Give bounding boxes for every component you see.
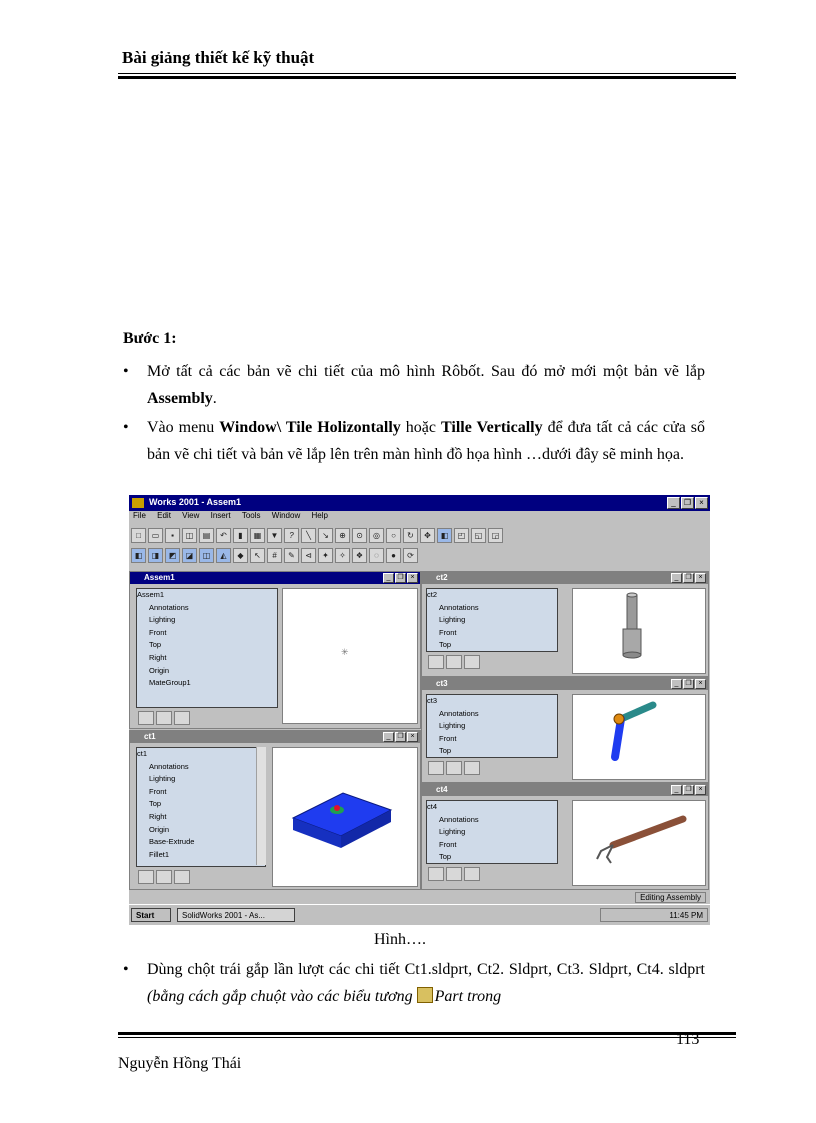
front-view-icon[interactable]: ◧	[131, 548, 146, 563]
property-tab-icon[interactable]	[446, 761, 462, 775]
tree-item[interactable]: Base-Extrude	[149, 837, 195, 847]
zoom-selection-icon[interactable]: ○	[386, 528, 401, 543]
graphics-area-ct1[interactable]	[272, 747, 418, 887]
insert-component-icon[interactable]: ✦	[318, 548, 333, 563]
bullet-1-text	[147, 358, 705, 412]
feature-tree-ct3	[426, 694, 558, 758]
wireframe-icon[interactable]: ◰	[454, 528, 469, 543]
window-title-ct4: ct4	[436, 785, 448, 794]
hide-component-icon[interactable]: ◌	[369, 548, 384, 563]
tree-item[interactable]: Right	[149, 811, 167, 821]
window-title-ct3: ct3	[436, 679, 448, 688]
bottom-view-icon[interactable]: ◭	[216, 548, 231, 563]
graphics-area-ct2[interactable]	[572, 588, 706, 674]
bullet-3-part-2: (bằng cách gắp chuột vào các biểu tương	[147, 988, 417, 1005]
help-icon[interactable]: ?	[284, 528, 299, 543]
bullet-dot: •	[123, 363, 129, 380]
tree-item[interactable]: MateGroup1	[149, 678, 191, 688]
options-icon[interactable]: ▦	[250, 528, 265, 543]
status-text: Editing Assembly	[635, 892, 706, 903]
window-ct2[interactable]	[421, 571, 709, 677]
minimize-icon[interactable]: _	[383, 573, 394, 583]
feature-tree-assem1	[136, 588, 278, 708]
restore-icon[interactable]: ❐	[683, 785, 694, 795]
bullet-2-part-4: Tille Vertically	[441, 419, 543, 436]
minimize-icon[interactable]: _	[671, 573, 682, 583]
bullet-1-part-1: Mở tất cả các bản vẽ chi tiết của mô hình Rôbốt. Sau đó mở mới một bản vẽ lắp	[147, 363, 705, 380]
restore-icon[interactable]: ❐	[395, 732, 406, 742]
bullet-1-part-3: .	[212, 390, 217, 407]
zoom-fit-icon[interactable]: ⊕	[335, 528, 350, 543]
move-component-icon[interactable]: ✧	[335, 548, 350, 563]
menu-view[interactable]: View	[182, 511, 200, 520]
bullet-3	[123, 956, 705, 1010]
tree-item[interactable]: Annotations	[439, 814, 479, 824]
left-view-icon[interactable]: ◩	[165, 548, 180, 563]
minimize-icon[interactable]: _	[671, 785, 682, 795]
new-icon[interactable]: □	[131, 528, 146, 543]
feature-tree-ct4	[426, 800, 558, 864]
taskbar-item-solidworks[interactable]: SolidWorks 2001 - As...	[177, 908, 295, 922]
normal-to-icon[interactable]: ◆	[233, 548, 248, 563]
feature-tab-icon[interactable]	[428, 655, 444, 669]
tree-item[interactable]: Annotations	[149, 602, 189, 612]
window-ct4[interactable]	[421, 783, 709, 890]
view-toolbar	[131, 546, 418, 564]
tree-item[interactable]: Front	[439, 733, 457, 743]
window-ct3[interactable]	[421, 677, 709, 783]
config-tab-icon[interactable]	[464, 655, 480, 669]
tree-item[interactable]: Annotations	[439, 708, 479, 718]
minimize-icon[interactable]: _	[383, 732, 394, 742]
restore-icon[interactable]: ❐	[683, 573, 694, 583]
graphics-area-assem1[interactable]	[282, 588, 418, 724]
window-title-ct2: ct2	[436, 573, 448, 582]
zoom-area-icon[interactable]: ⊙	[352, 528, 367, 543]
grid-icon[interactable]: #	[267, 548, 282, 563]
tree-item[interactable]: ct1	[137, 749, 148, 758]
interference-icon[interactable]: ⟳	[403, 548, 418, 563]
feature-tab-icon[interactable]	[138, 711, 154, 725]
taskbar	[129, 904, 710, 925]
undo-icon[interactable]: ↶	[216, 528, 231, 543]
rebuild-icon[interactable]: ▮	[233, 528, 248, 543]
app-title-bar	[129, 495, 710, 511]
page-header-title: Bài giảng thiết kế kỹ thuật	[122, 48, 315, 67]
feature-tree-ct1	[136, 747, 266, 867]
bullet-dot: •	[123, 419, 129, 436]
mate-icon[interactable]: ⊲	[301, 548, 316, 563]
config-tab-icon[interactable]	[464, 867, 480, 881]
menu-window[interactable]: Window	[271, 511, 301, 520]
tree-item[interactable]: Front	[149, 627, 167, 637]
config-tab-icon[interactable]	[174, 711, 190, 725]
app-icon	[132, 498, 144, 508]
tree-scrollbar[interactable]	[256, 747, 266, 865]
rotate-component-icon[interactable]: ❖	[352, 548, 367, 563]
tree-item[interactable]: Top	[439, 640, 452, 650]
close-icon[interactable]: ×	[695, 497, 708, 509]
tree-item[interactable]: Front	[439, 839, 457, 849]
tree-item[interactable]: Top	[439, 852, 452, 862]
zoom-inout-icon[interactable]: ◎	[369, 528, 384, 543]
edit-sketch-icon[interactable]: ✎	[284, 548, 299, 563]
tree-item[interactable]: Annotations	[439, 602, 479, 612]
graphics-area-ct3[interactable]	[572, 694, 706, 780]
shaded-icon[interactable]: ◲	[488, 528, 503, 543]
tree-item[interactable]: Lighting	[149, 774, 176, 784]
open-icon[interactable]: ▭	[148, 528, 163, 543]
bullet-2	[123, 414, 705, 468]
tree-item[interactable]: Lighting	[439, 827, 466, 837]
header-rule-thick	[118, 76, 736, 79]
status-bar	[129, 891, 710, 904]
bullet-3-part-3: Part trong	[434, 988, 502, 1005]
sketch-icon[interactable]: ╲	[301, 528, 316, 543]
restore-icon[interactable]: ❐	[681, 497, 694, 509]
property-tab-icon[interactable]	[446, 867, 462, 881]
tree-item[interactable]: ct4	[427, 802, 438, 811]
back-view-icon[interactable]: ◨	[148, 548, 163, 563]
property-tab-icon[interactable]	[446, 655, 462, 669]
save-icon[interactable]: ▪	[165, 528, 180, 543]
bullet-2-part-1: Vào menu	[147, 419, 220, 436]
restore-icon[interactable]: ❐	[683, 679, 694, 689]
window-ct1[interactable]	[129, 730, 421, 890]
property-tab-icon[interactable]	[156, 711, 172, 725]
footer-rule-thick	[118, 1032, 736, 1035]
show-component-icon[interactable]: ●	[386, 548, 401, 563]
tree-item[interactable]: Lighting	[439, 615, 466, 625]
footer-author: Nguyễn Hồng Thái	[118, 1055, 242, 1072]
feature-tree-ct2	[426, 588, 558, 652]
window-assem1[interactable]	[129, 571, 421, 729]
select-icon[interactable]: ↖	[250, 548, 265, 563]
start-button[interactable]: Start	[131, 908, 171, 922]
smart-dimension-icon[interactable]: ↘	[318, 528, 333, 543]
feature-tab-icon[interactable]	[138, 870, 154, 884]
right-view-icon[interactable]: ◪	[182, 548, 197, 563]
iso-view-icon[interactable]: ◧	[437, 528, 452, 543]
minimize-icon[interactable]: _	[671, 679, 682, 689]
close-icon[interactable]: ×	[695, 573, 706, 583]
tree-item[interactable]: Lighting	[149, 615, 176, 625]
tree-item[interactable]: Front	[149, 786, 167, 796]
restore-icon[interactable]: ❐	[395, 573, 406, 583]
tree-item[interactable]: Origin	[149, 824, 170, 834]
menu-bar	[129, 511, 710, 525]
print-icon[interactable]: ▤	[199, 528, 214, 543]
tree-item[interactable]: Lighting	[439, 721, 466, 731]
rotate-icon[interactable]: ↻	[403, 528, 418, 543]
tree-item[interactable]: ct3	[427, 696, 438, 705]
window-title-assem1: Assem1	[144, 573, 175, 582]
close-icon[interactable]: ×	[695, 679, 706, 689]
tree-item[interactable]: Annotations	[149, 761, 189, 771]
pin-model	[573, 589, 705, 673]
bullet-2-part-5: để đưa tất cả các cửa sổ bản vẽ chi tiết và bản vẽ lắp lên trên màn hình đồ họa hình …dưới đây sẽ minh họa.	[147, 419, 706, 463]
hidden-lines-icon[interactable]: ◱	[471, 528, 486, 543]
solidworks-screenshot	[129, 495, 710, 925]
feature-tab-icon[interactable]	[428, 761, 444, 775]
tree-item[interactable]: Top	[439, 746, 452, 756]
step-heading: Bước 1:	[123, 330, 177, 347]
property-tab-icon[interactable]	[156, 870, 172, 884]
part-icon	[417, 987, 433, 1003]
arm-model	[573, 695, 705, 779]
minimize-icon[interactable]: _	[667, 497, 680, 509]
config-tab-icon[interactable]	[464, 761, 480, 775]
gripper-model	[573, 801, 705, 885]
origin-icon: ✳	[341, 647, 349, 657]
window-title-ct1: ct1	[144, 732, 156, 741]
close-icon[interactable]: ×	[407, 573, 418, 583]
config-tab-icon[interactable]	[174, 870, 190, 884]
tree-item[interactable]: Right	[149, 652, 167, 662]
bullet-3-text	[147, 956, 705, 1010]
print-preview-icon[interactable]: ◫	[182, 528, 197, 543]
top-view-icon[interactable]: ◫	[199, 548, 214, 563]
bullet-dot: •	[123, 961, 129, 978]
tree-item[interactable]: Top	[149, 799, 162, 809]
base-plate-model	[273, 748, 417, 886]
page-number: 113	[676, 1031, 700, 1048]
menu-help[interactable]: Help	[311, 511, 328, 520]
graphics-area-ct4[interactable]	[572, 800, 706, 886]
standard-toolbar	[131, 526, 503, 544]
menu-insert[interactable]: Insert	[210, 511, 231, 520]
bullet-2-part-2: Window\ Tile Holizontally	[219, 419, 401, 436]
bullet-1-part-2: Assembly	[147, 390, 213, 407]
menu-edit[interactable]: Edit	[157, 511, 171, 520]
bullet-3-part-1: Dùng chột trái gắp lần lượt các chi tiết Ct1.sldprt, Ct2. Sldprt, Ct3. Sldprt, Ct4. sldprt	[147, 961, 705, 978]
footer-rule-thin	[118, 1037, 736, 1038]
tree-item[interactable]: Fillet1	[149, 849, 170, 859]
tree-item[interactable]: Front	[439, 627, 457, 637]
feature-tab-icon[interactable]	[428, 867, 444, 881]
tree-item[interactable]: ct2	[427, 590, 438, 599]
menu-file[interactable]: File	[133, 511, 146, 520]
bullet-2-text	[147, 414, 705, 468]
tree-item[interactable]: Origin	[149, 665, 170, 675]
bullet-1	[123, 358, 705, 412]
menu-tools[interactable]: Tools	[241, 511, 261, 520]
tree-item[interactable]: Assem1	[137, 590, 165, 599]
header-rule-thin	[118, 73, 736, 74]
close-icon[interactable]: ×	[695, 785, 706, 795]
figure-caption: Hình….	[374, 931, 426, 948]
pan-icon[interactable]: ✥	[420, 528, 435, 543]
close-icon[interactable]: ×	[407, 732, 418, 742]
system-tray-clock: 11:45 PM	[600, 908, 708, 922]
tree-item[interactable]: Top	[149, 640, 162, 650]
bullet-2-part-3: hoặc	[400, 419, 441, 436]
filter-icon[interactable]: ▼	[267, 528, 282, 543]
app-title: Works 2001 - Assem1	[149, 497, 242, 507]
